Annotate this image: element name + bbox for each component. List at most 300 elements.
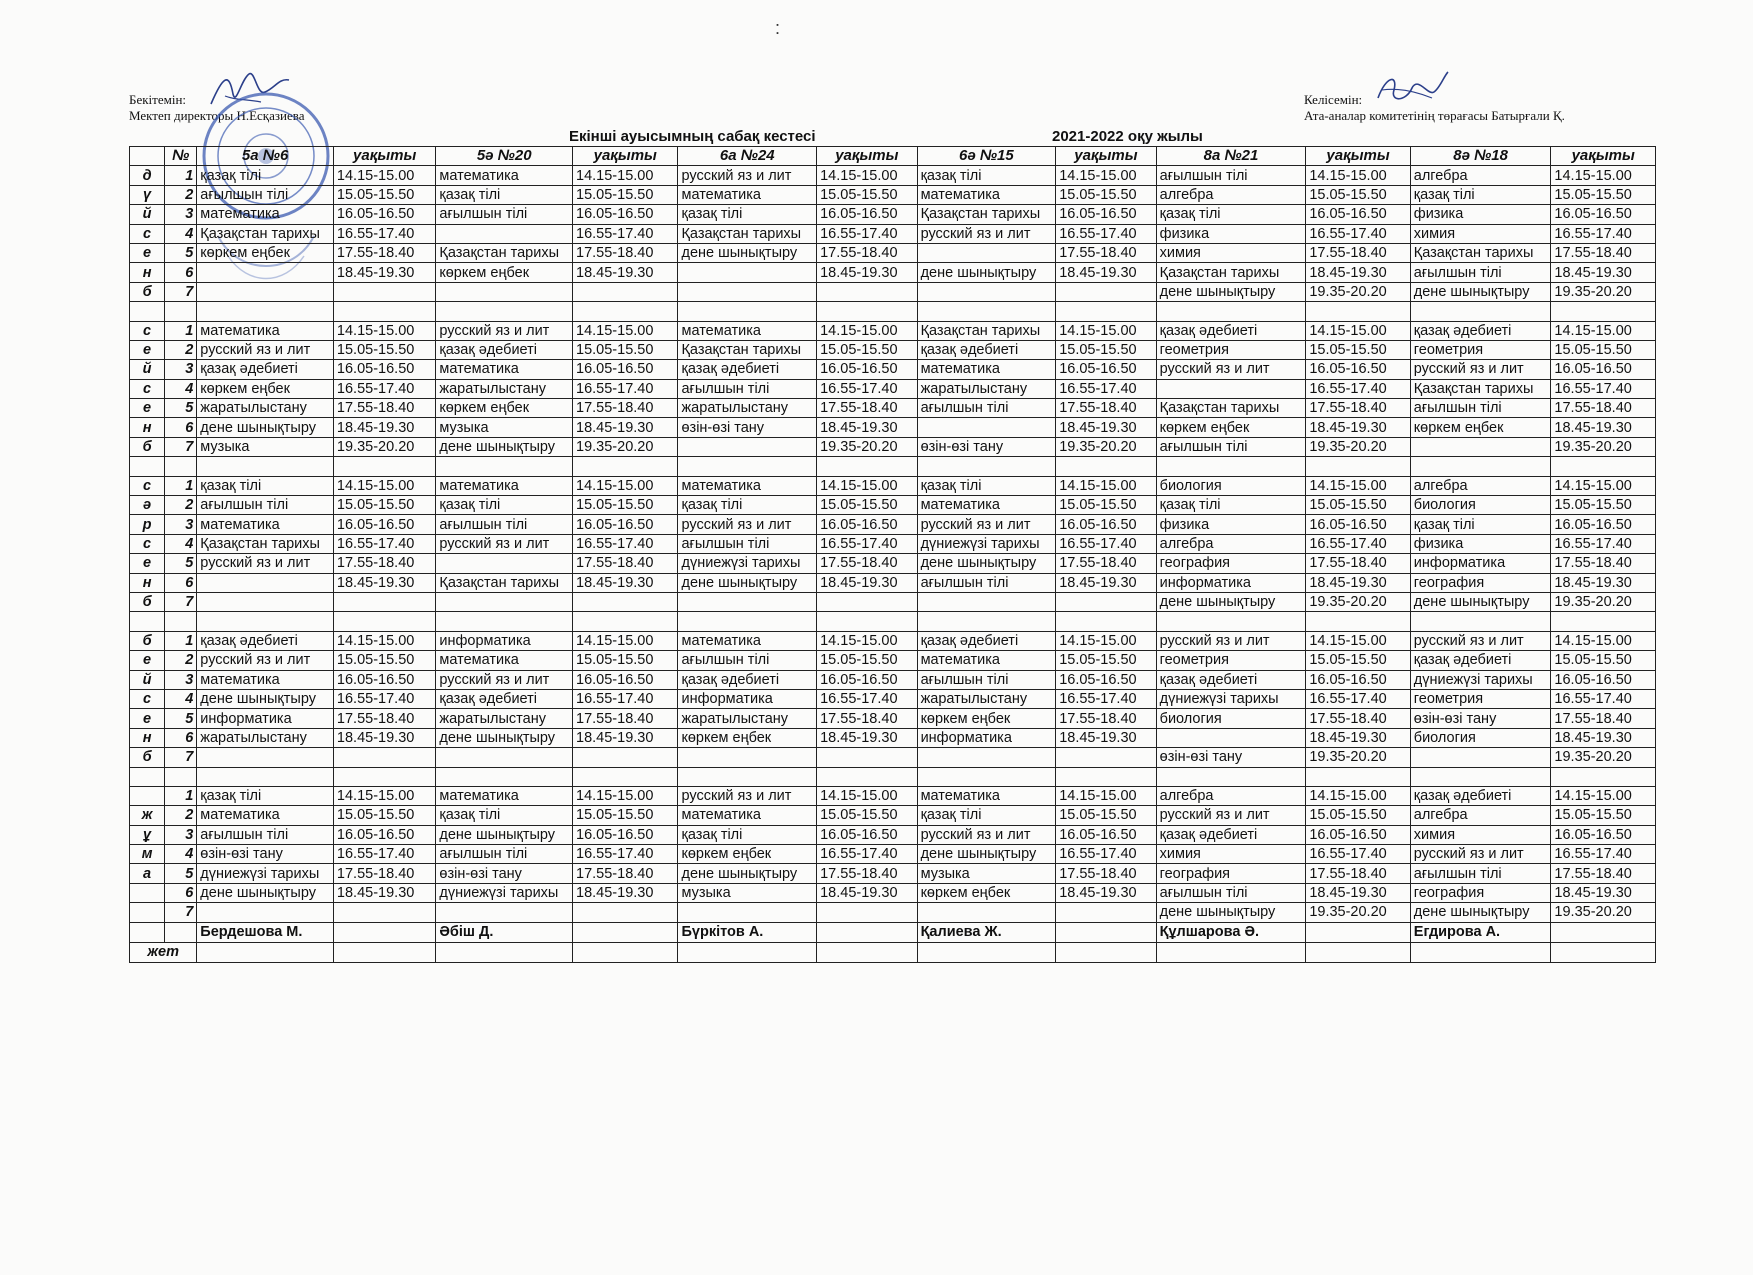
time-cell: 16.55-17.40 bbox=[817, 379, 917, 398]
subject-cell: музыка bbox=[917, 864, 1056, 883]
time-cell: 18.45-19.30 bbox=[817, 573, 917, 592]
empty-cell bbox=[1056, 612, 1156, 631]
subject-cell: география bbox=[1410, 573, 1551, 592]
lesson-number: 3 bbox=[165, 825, 197, 844]
empty-cell bbox=[678, 612, 817, 631]
lesson-row bbox=[130, 282, 1656, 301]
empty-cell bbox=[333, 457, 435, 476]
day-header-cell bbox=[130, 147, 165, 166]
lesson-row bbox=[130, 728, 1656, 747]
subject-cell: математика bbox=[197, 321, 334, 340]
subject-cell: информатика bbox=[917, 728, 1056, 747]
lesson-row bbox=[130, 845, 1656, 864]
time-cell: 16.55-17.40 bbox=[573, 845, 678, 864]
subject-cell: дене шынықтыру bbox=[917, 554, 1056, 573]
time-cell: 15.05-15.50 bbox=[817, 340, 917, 359]
subject-cell bbox=[436, 282, 573, 301]
time-cell: 15.05-15.50 bbox=[333, 496, 435, 515]
subject-cell: қазақ әдебиеті bbox=[436, 689, 573, 708]
subject-cell: химия bbox=[1156, 845, 1306, 864]
column-header: уақыты bbox=[1551, 147, 1656, 166]
time-cell: 18.45-19.30 bbox=[1056, 263, 1156, 282]
subject-cell bbox=[917, 592, 1056, 611]
subject-cell bbox=[917, 418, 1056, 437]
subject-cell: дене шынықтыру bbox=[917, 263, 1056, 282]
subject-cell: қазақ тілі bbox=[917, 166, 1056, 185]
subject-cell: биология bbox=[1410, 496, 1551, 515]
time-cell: 15.05-15.50 bbox=[333, 806, 435, 825]
time-cell: 16.05-16.50 bbox=[573, 670, 678, 689]
time-cell: 14.15-15.00 bbox=[1306, 786, 1410, 805]
time-cell: 15.05-15.50 bbox=[1306, 496, 1410, 515]
subject-cell: Қазақстан тарихы bbox=[1410, 379, 1551, 398]
teacher-name bbox=[333, 922, 435, 942]
time-cell bbox=[1056, 282, 1156, 301]
time-cell: 15.05-15.50 bbox=[1551, 340, 1656, 359]
schedule-table bbox=[129, 146, 1656, 963]
lesson-row bbox=[130, 554, 1656, 573]
empty-cell bbox=[1306, 457, 1410, 476]
time-cell: 19.35-20.20 bbox=[1551, 282, 1656, 301]
subject-cell: математика bbox=[678, 476, 817, 495]
time-cell bbox=[1056, 592, 1156, 611]
empty-cell bbox=[1306, 302, 1410, 321]
time-cell: 17.55-18.40 bbox=[817, 399, 917, 418]
day-letter: б bbox=[130, 592, 165, 611]
time-cell: 17.55-18.40 bbox=[333, 709, 435, 728]
subject-cell: ағылшын тілі bbox=[1410, 864, 1551, 883]
time-cell: 17.55-18.40 bbox=[1056, 399, 1156, 418]
lesson-row bbox=[130, 379, 1656, 398]
time-cell bbox=[573, 903, 678, 922]
subject-cell: қазақ тілі bbox=[436, 496, 573, 515]
column-header: 6а №24 bbox=[678, 147, 817, 166]
time-cell: 18.45-19.30 bbox=[1306, 418, 1410, 437]
time-cell: 19.35-20.20 bbox=[1306, 282, 1410, 301]
footer-label: жет bbox=[130, 942, 197, 962]
subject-cell: жаратылыстану bbox=[917, 379, 1056, 398]
day-letter: ж bbox=[130, 806, 165, 825]
subject-cell: қазақ тілі bbox=[917, 476, 1056, 495]
lesson-number: 6 bbox=[165, 418, 197, 437]
subject-cell bbox=[678, 437, 817, 456]
time-cell: 16.55-17.40 bbox=[1306, 534, 1410, 553]
empty-cell bbox=[573, 767, 678, 786]
day-letter: а bbox=[130, 864, 165, 883]
empty-cell bbox=[573, 302, 678, 321]
subject-cell: физика bbox=[1410, 205, 1551, 224]
subject-cell: ағылшын тілі bbox=[678, 651, 817, 670]
time-cell: 14.15-15.00 bbox=[333, 786, 435, 805]
empty-cell bbox=[1056, 457, 1156, 476]
lesson-row bbox=[130, 360, 1656, 379]
subject-cell: русский яз и лит bbox=[917, 515, 1056, 534]
empty-cell bbox=[1056, 767, 1156, 786]
subject-cell bbox=[436, 224, 573, 243]
empty-cell bbox=[1410, 767, 1551, 786]
column-header: 6ә №15 bbox=[917, 147, 1056, 166]
empty-cell bbox=[197, 942, 334, 962]
time-cell: 18.45-19.30 bbox=[817, 883, 917, 902]
day-letter: е bbox=[130, 399, 165, 418]
empty-cell bbox=[1056, 302, 1156, 321]
lesson-row bbox=[130, 573, 1656, 592]
subject-cell: физика bbox=[1156, 224, 1306, 243]
subject-cell: информатика bbox=[1156, 573, 1306, 592]
empty-cell bbox=[436, 457, 573, 476]
teacher-name: Құлшарова Ә. bbox=[1156, 922, 1306, 942]
scan-mark: : bbox=[775, 18, 781, 38]
empty-cell bbox=[1306, 767, 1410, 786]
lesson-number: 2 bbox=[165, 185, 197, 204]
subject-cell: математика bbox=[436, 651, 573, 670]
subject-cell: русский яз и лит bbox=[917, 224, 1056, 243]
subject-cell: русский яз и лит bbox=[436, 321, 573, 340]
time-cell: 17.55-18.40 bbox=[817, 709, 917, 728]
subject-cell: қазақ әдебиеті bbox=[436, 340, 573, 359]
empty-cell bbox=[1156, 942, 1306, 962]
teacher-name bbox=[817, 922, 917, 942]
time-cell: 15.05-15.50 bbox=[1306, 340, 1410, 359]
time-cell: 15.05-15.50 bbox=[1056, 496, 1156, 515]
subject-cell: жаратылыстану bbox=[436, 709, 573, 728]
time-cell bbox=[1056, 748, 1156, 767]
approve-label: Бекітемін: bbox=[129, 92, 187, 107]
empty-cell bbox=[573, 942, 678, 962]
subject-cell: алгебра bbox=[1410, 806, 1551, 825]
lesson-number: 2 bbox=[165, 496, 197, 515]
subject-cell: русский яз и лит bbox=[1410, 845, 1551, 864]
footer-row bbox=[130, 942, 1656, 962]
lesson-row bbox=[130, 709, 1656, 728]
subject-cell: математика bbox=[678, 185, 817, 204]
subject-cell: дене шынықтыру bbox=[1410, 282, 1551, 301]
subject-cell bbox=[678, 748, 817, 767]
time-cell: 16.05-16.50 bbox=[333, 205, 435, 224]
academic-year: 2021-2022 оқу жылы bbox=[1052, 128, 1203, 145]
subject-cell: дене шынықтыру bbox=[1156, 592, 1306, 611]
subject-cell: геометрия bbox=[1156, 340, 1306, 359]
subject-cell: математика bbox=[197, 205, 334, 224]
subject-cell: дүниежүзі тарихы bbox=[197, 864, 334, 883]
lesson-number: 6 bbox=[165, 883, 197, 902]
subject-cell: русский яз и лит bbox=[678, 166, 817, 185]
time-cell: 18.45-19.30 bbox=[817, 418, 917, 437]
time-cell: 17.55-18.40 bbox=[1306, 243, 1410, 262]
subject-cell: көркем еңбек bbox=[436, 399, 573, 418]
lesson-number: 5 bbox=[165, 709, 197, 728]
subject-cell: Қазақстан тарихы bbox=[1410, 243, 1551, 262]
subject-cell: ағылшын тілі bbox=[197, 496, 334, 515]
day-letter: е bbox=[130, 243, 165, 262]
subject-cell: көркем еңбек bbox=[678, 728, 817, 747]
time-cell: 14.15-15.00 bbox=[573, 631, 678, 650]
column-header: 8ә №18 bbox=[1410, 147, 1551, 166]
subject-cell: қазақ әдебиеті bbox=[917, 340, 1056, 359]
subject-cell: информатика bbox=[678, 689, 817, 708]
subject-cell bbox=[197, 573, 334, 592]
empty-cell bbox=[130, 457, 165, 476]
time-cell: 14.15-15.00 bbox=[817, 321, 917, 340]
subject-cell: математика bbox=[436, 166, 573, 185]
subject-cell: қазақ тілі bbox=[197, 786, 334, 805]
lesson-row bbox=[130, 670, 1656, 689]
empty-cell bbox=[917, 942, 1056, 962]
time-cell: 14.15-15.00 bbox=[573, 166, 678, 185]
time-cell: 17.55-18.40 bbox=[1551, 709, 1656, 728]
teacher-name: Әбіш Д. bbox=[436, 922, 573, 942]
lesson-row bbox=[130, 166, 1656, 185]
lesson-number: 4 bbox=[165, 224, 197, 243]
time-cell: 16.05-16.50 bbox=[1306, 205, 1410, 224]
subject-cell: өзін-өзі тану bbox=[678, 418, 817, 437]
subject-cell: Қазақстан тарихы bbox=[917, 321, 1056, 340]
lesson-number: 5 bbox=[165, 399, 197, 418]
subject-cell: дене шынықтыру bbox=[678, 573, 817, 592]
day-letter: ұ bbox=[130, 825, 165, 844]
subject-cell: дүниежүзі тарихы bbox=[678, 554, 817, 573]
director-signature-icon bbox=[205, 66, 295, 116]
column-header: № bbox=[165, 147, 197, 166]
lesson-row bbox=[130, 534, 1656, 553]
time-cell: 17.55-18.40 bbox=[573, 554, 678, 573]
subject-cell bbox=[1410, 748, 1551, 767]
subject-cell bbox=[678, 282, 817, 301]
time-cell: 18.45-19.30 bbox=[1056, 883, 1156, 902]
subject-cell: көркем еңбек bbox=[917, 883, 1056, 902]
empty-cell bbox=[917, 612, 1056, 631]
subject-cell: ағылшын тілі bbox=[1156, 883, 1306, 902]
subject-cell: қазақ әдебиеті bbox=[678, 360, 817, 379]
subject-cell: Қазақстан тарихы bbox=[436, 573, 573, 592]
time-cell: 16.05-16.50 bbox=[573, 360, 678, 379]
subject-cell: химия bbox=[1410, 224, 1551, 243]
time-cell: 15.05-15.50 bbox=[1056, 185, 1156, 204]
subject-cell: қазақ тілі bbox=[1156, 496, 1306, 515]
subject-cell: Қазақстан тарихы bbox=[1156, 399, 1306, 418]
time-cell: 15.05-15.50 bbox=[817, 651, 917, 670]
subject-cell: дене шынықтыру bbox=[1156, 282, 1306, 301]
teacher-name: Егдирова А. bbox=[1410, 922, 1551, 942]
subject-cell: өзін-өзі тану bbox=[197, 845, 334, 864]
time-cell: 18.45-19.30 bbox=[333, 883, 435, 902]
committee-signature-icon bbox=[1372, 68, 1452, 110]
time-cell: 15.05-15.50 bbox=[1056, 806, 1156, 825]
subject-cell: география bbox=[1156, 864, 1306, 883]
subject-cell: дене шынықтыру bbox=[197, 689, 334, 708]
empty-cell bbox=[817, 457, 917, 476]
empty-cell bbox=[333, 612, 435, 631]
teacher-name bbox=[573, 922, 678, 942]
lesson-number: 6 bbox=[165, 263, 197, 282]
day-letter: й bbox=[130, 360, 165, 379]
time-cell: 17.55-18.40 bbox=[1551, 554, 1656, 573]
time-cell: 15.05-15.50 bbox=[817, 185, 917, 204]
time-cell: 18.45-19.30 bbox=[817, 728, 917, 747]
time-cell: 16.05-16.50 bbox=[817, 205, 917, 224]
subject-cell: музыка bbox=[436, 418, 573, 437]
time-cell bbox=[817, 592, 917, 611]
teacher-name bbox=[1056, 922, 1156, 942]
time-cell: 18.45-19.30 bbox=[1551, 573, 1656, 592]
subject-cell: қазақ тілі bbox=[917, 806, 1056, 825]
lesson-number: 4 bbox=[165, 689, 197, 708]
lesson-row bbox=[130, 864, 1656, 883]
subject-cell: қазақ әдебиеті bbox=[1156, 825, 1306, 844]
subject-cell: жаратылыстану bbox=[436, 379, 573, 398]
empty-cell bbox=[678, 302, 817, 321]
subject-cell bbox=[1156, 379, 1306, 398]
time-cell: 14.15-15.00 bbox=[1306, 631, 1410, 650]
subject-cell: биология bbox=[1410, 728, 1551, 747]
time-cell: 15.05-15.50 bbox=[333, 185, 435, 204]
empty-cell bbox=[1551, 767, 1656, 786]
day-letter: р bbox=[130, 515, 165, 534]
subject-cell: жаратылыстану bbox=[197, 728, 334, 747]
subject-cell bbox=[436, 748, 573, 767]
subject-cell: математика bbox=[436, 360, 573, 379]
time-cell: 16.55-17.40 bbox=[817, 689, 917, 708]
lesson-row bbox=[130, 476, 1656, 495]
empty-cell bbox=[817, 612, 917, 631]
time-cell: 19.35-20.20 bbox=[1306, 748, 1410, 767]
empty-cell bbox=[197, 767, 334, 786]
subject-cell: русский яз и лит bbox=[197, 554, 334, 573]
subject-cell: қазақ әдебиеті bbox=[197, 631, 334, 650]
time-cell: 16.05-16.50 bbox=[1056, 205, 1156, 224]
column-header: 5ә №20 bbox=[436, 147, 573, 166]
time-cell: 14.15-15.00 bbox=[817, 166, 917, 185]
time-cell: 17.55-18.40 bbox=[1306, 709, 1410, 728]
subject-cell bbox=[197, 903, 334, 922]
subject-cell: информатика bbox=[436, 631, 573, 650]
empty-cell bbox=[817, 302, 917, 321]
time-cell: 17.55-18.40 bbox=[1551, 399, 1656, 418]
subject-cell: ағылшын тілі bbox=[436, 515, 573, 534]
subject-cell: көркем еңбек bbox=[917, 709, 1056, 728]
time-cell: 16.05-16.50 bbox=[1056, 670, 1156, 689]
subject-cell: русский яз и лит bbox=[436, 670, 573, 689]
empty-cell bbox=[1056, 942, 1156, 962]
subject-cell: көркем еңбек bbox=[678, 845, 817, 864]
empty-cell bbox=[1551, 612, 1656, 631]
empty-cell bbox=[1410, 457, 1551, 476]
subject-cell: русский яз и лит bbox=[1410, 360, 1551, 379]
time-cell: 16.05-16.50 bbox=[573, 825, 678, 844]
time-cell: 18.45-19.30 bbox=[573, 573, 678, 592]
subject-cell: ағылшын тілі bbox=[917, 399, 1056, 418]
lesson-number: 6 bbox=[165, 728, 197, 747]
subject-cell: алгебра bbox=[1156, 185, 1306, 204]
subject-cell: алгебра bbox=[1410, 166, 1551, 185]
teacher-name bbox=[165, 922, 197, 942]
subject-cell: қазақ тілі bbox=[1156, 205, 1306, 224]
time-cell: 14.15-15.00 bbox=[333, 631, 435, 650]
day-letter: с bbox=[130, 689, 165, 708]
subject-cell: ағылшын тілі bbox=[917, 573, 1056, 592]
time-cell: 16.55-17.40 bbox=[1306, 379, 1410, 398]
subject-cell: русский яз и лит bbox=[1410, 631, 1551, 650]
empty-cell bbox=[197, 457, 334, 476]
time-cell: 15.05-15.50 bbox=[1056, 340, 1156, 359]
column-header: уақыты bbox=[333, 147, 435, 166]
time-cell: 18.45-19.30 bbox=[1306, 263, 1410, 282]
time-cell: 16.05-16.50 bbox=[1551, 360, 1656, 379]
subject-cell: көркем еңбек bbox=[1410, 418, 1551, 437]
teacher-name bbox=[1551, 922, 1656, 942]
time-cell bbox=[333, 748, 435, 767]
time-cell: 17.55-18.40 bbox=[1306, 864, 1410, 883]
subject-cell: дене шынықтыру bbox=[436, 437, 573, 456]
lesson-number: 5 bbox=[165, 554, 197, 573]
time-cell: 15.05-15.50 bbox=[1306, 651, 1410, 670]
time-cell: 17.55-18.40 bbox=[817, 864, 917, 883]
time-cell: 16.05-16.50 bbox=[333, 515, 435, 534]
time-cell: 17.55-18.40 bbox=[1306, 399, 1410, 418]
time-cell bbox=[573, 592, 678, 611]
time-cell: 14.15-15.00 bbox=[1056, 321, 1156, 340]
time-cell: 17.55-18.40 bbox=[573, 864, 678, 883]
subject-cell: математика bbox=[917, 786, 1056, 805]
subject-cell bbox=[917, 282, 1056, 301]
lesson-row bbox=[130, 224, 1656, 243]
subject-cell: дене шынықтыру bbox=[1156, 903, 1306, 922]
time-cell: 14.15-15.00 bbox=[333, 166, 435, 185]
day-letter: с bbox=[130, 321, 165, 340]
subject-cell: физика bbox=[1410, 534, 1551, 553]
time-cell: 15.05-15.50 bbox=[817, 496, 917, 515]
time-cell bbox=[573, 748, 678, 767]
time-cell: 15.05-15.50 bbox=[1551, 496, 1656, 515]
lesson-number: 1 bbox=[165, 631, 197, 650]
day-letter: е bbox=[130, 651, 165, 670]
time-cell: 16.55-17.40 bbox=[573, 379, 678, 398]
time-cell: 14.15-15.00 bbox=[1056, 631, 1156, 650]
subject-cell: ағылшын тілі bbox=[1410, 399, 1551, 418]
time-cell: 19.35-20.20 bbox=[333, 437, 435, 456]
lesson-number: 5 bbox=[165, 243, 197, 262]
subject-cell: жаратылыстану bbox=[917, 689, 1056, 708]
time-cell: 16.05-16.50 bbox=[333, 360, 435, 379]
subject-cell: русский яз и лит bbox=[1156, 631, 1306, 650]
lesson-number: 3 bbox=[165, 205, 197, 224]
time-cell: 14.15-15.00 bbox=[1056, 166, 1156, 185]
time-cell: 16.05-16.50 bbox=[333, 670, 435, 689]
time-cell: 16.55-17.40 bbox=[333, 689, 435, 708]
time-cell: 18.45-19.30 bbox=[1551, 728, 1656, 747]
subject-cell: қазақ әдебиеті bbox=[678, 670, 817, 689]
day-letter: с bbox=[130, 476, 165, 495]
subject-cell: география bbox=[1156, 554, 1306, 573]
time-cell: 15.05-15.50 bbox=[1551, 185, 1656, 204]
time-cell: 16.05-16.50 bbox=[573, 515, 678, 534]
subject-cell: математика bbox=[678, 631, 817, 650]
time-cell: 14.15-15.00 bbox=[333, 476, 435, 495]
subject-cell bbox=[1156, 728, 1306, 747]
day-separator-row bbox=[130, 767, 1656, 786]
time-cell: 14.15-15.00 bbox=[1056, 786, 1156, 805]
time-cell: 17.55-18.40 bbox=[1306, 554, 1410, 573]
time-cell: 16.05-16.50 bbox=[1306, 670, 1410, 689]
subject-cell: химия bbox=[1410, 825, 1551, 844]
subject-cell bbox=[678, 263, 817, 282]
day-letter: й bbox=[130, 670, 165, 689]
lesson-number: 2 bbox=[165, 806, 197, 825]
subject-cell: география bbox=[1410, 883, 1551, 902]
day-letter: е bbox=[130, 554, 165, 573]
time-cell: 18.45-19.30 bbox=[573, 263, 678, 282]
subject-cell: биология bbox=[1156, 709, 1306, 728]
